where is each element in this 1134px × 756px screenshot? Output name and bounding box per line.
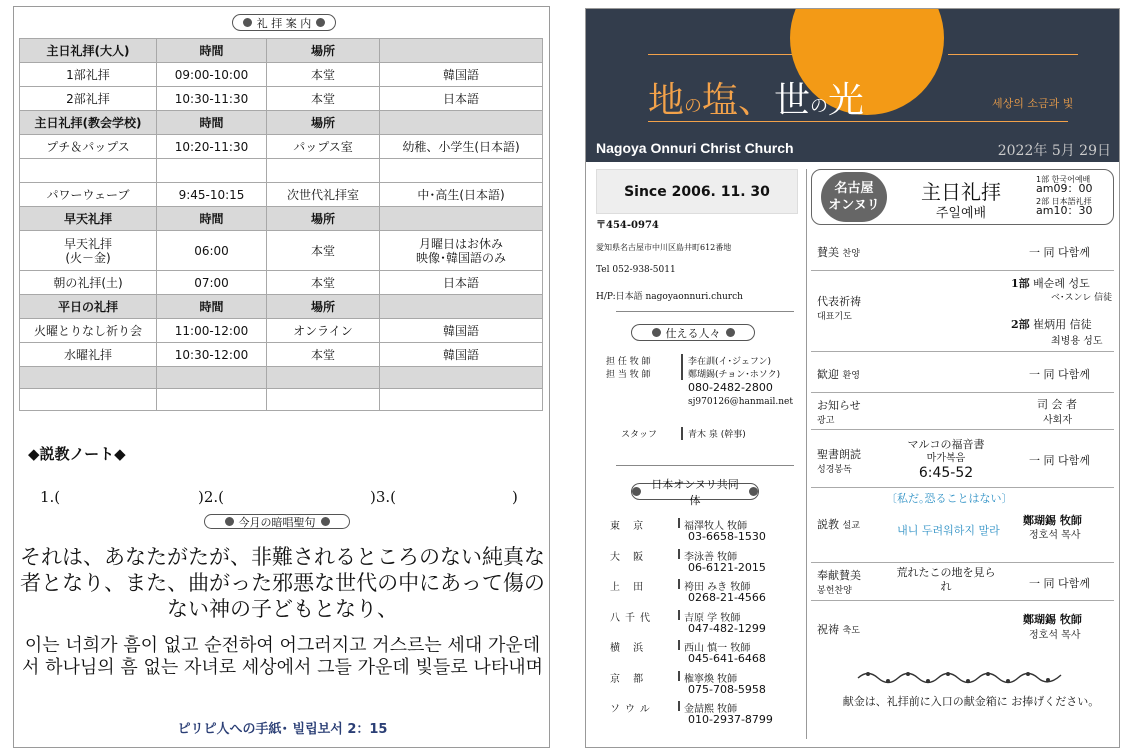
schedule-cell: 次世代礼拝室 — [267, 183, 380, 207]
schedule-cell: パワーウェーブ — [20, 183, 157, 207]
schedule-blank-row — [20, 367, 543, 389]
memory-verse-reference: ピリピ人への手紙･ 빌립보서 2：15 — [177, 722, 388, 737]
church-pastor: 福澤牧人 牧師 — [684, 521, 748, 532]
banner-title: 地の塩、世の光 — [648, 80, 865, 121]
schedule-cell: 9:45-10:15 — [157, 183, 267, 207]
schedule-row — [20, 135, 543, 159]
service-title-korean: 주일예배 — [935, 206, 987, 221]
schedule-cell: オンライン — [267, 319, 380, 343]
schedule-header-cell: 時間 — [157, 295, 267, 319]
bullet-icon — [316, 18, 325, 27]
schedule-row — [20, 183, 543, 207]
schedule-cell: 日本語 — [380, 271, 543, 295]
church-name: Nagoya Onnuri Christ Church — [596, 140, 794, 156]
church-pastor: 袴田 みき 牧師 — [684, 582, 751, 593]
schedule-cell: 火曜とりなし祈り会 — [20, 319, 157, 343]
schedule-cell: 本堂 — [267, 343, 380, 367]
church-badge: 名古屋 オンヌリ — [821, 172, 887, 222]
separator-bar — [678, 701, 680, 711]
bullet-icon — [726, 328, 735, 337]
worship-schedule-table — [19, 38, 543, 411]
church-tel: 06-6121-2015 — [688, 560, 766, 574]
schedule-row — [20, 343, 543, 367]
bulletin-page: 地の塩、世の光 세상의 소금과 빛 Nagoya Onnuri Christ Church 2022年 5月 29日 Since 2006. 11. 30 〒454-0974 愛知県名古屋市中川区島井町612番地 Tel 052-938-5011 H/P:日本語 nagoyaonnuri.church 仕える人々 担 任 牧 師 李在訓(イ･ジェフン) 担 当 牧 師 鄭瑚錫(チョン･ホソク) 080-2482-2800 sj970126@hanmail.net スタッフ 青木 泉 (幹事) 日本オンヌリ共同体 東 京 福澤牧人 牧師 03-6658-1530 大 阪 李泳善 牧師 06-6121-2015 上 田 袴田 みき 牧師 0268-21-4566 八千代 吉原 学 牧師 047-482-1299 横 浜 西山 慎一 牧師 045-641-6468 京 都 権寧煥 牧師 075-708-5958 ソウル 金喆熙 牧師 010-2937-8799 名古屋 オンヌリ 主日礼拝 주일예배 1部 한국어예배 am09：00 2部 日本語礼拝 am10：30 賛美 찬양 一 同 다함께 代表祈祷 대표기도 1部 배순례 성도 ベ･スンレ 信徒 2部 崔炳用 信徒 최병용 성도 歓迎 환영 一 同 다함께 お知らせ 광고 司 会 者 사회자 聖書朗読 성경봉독 マルコの福音書 마가복음 6:45-52 一 同 다함께 説教 설교 〔私だ｡恐ることはない〕 내니 두려워하지 말라 鄭瑚錫 牧師 정호석 목사 奉献賛美 봉헌찬양 荒れたこの地を見られ 一 同 다함께 祝祷 축도 鄭瑚錫 牧師 정호석 목사 献金は、礼拝前に入口の献金箱に お捧げください。 — [585, 8, 1120, 748]
separator-bar — [678, 549, 680, 559]
schedule-header-cell: 主日礼拝(大人) — [20, 39, 157, 63]
bullet-icon — [243, 18, 252, 27]
order-row-notice: お知らせ 광고 司 会 者 사회자 — [811, 393, 1114, 430]
schedule-header-cell: 早天礼拝 — [20, 207, 157, 231]
schedule-cell: 韓国語 — [380, 63, 543, 87]
schedule-cell: 06:00 — [157, 231, 267, 271]
staff-label: スタッフ — [621, 430, 658, 440]
schedule-cell: 韓国語 — [380, 343, 543, 367]
church-city: 上 田 — [610, 582, 649, 593]
schedule-cell: 本堂 — [267, 271, 380, 295]
schedule-section-header — [20, 111, 543, 135]
schedule-cell: 朝の礼拝(土) — [20, 271, 157, 295]
title-banner — [586, 9, 1119, 162]
order-row-welcome: 歓迎 환영 一 同 다함께 — [811, 352, 1114, 393]
ornament-divider — [856, 667, 1066, 685]
note-blank-1: 1.( — [40, 488, 61, 506]
schedule-cell: 10:30-11:30 — [157, 87, 267, 111]
order-row-prayer: 代表祈祷 대표기도 1部 배순례 성도 ベ･スンレ 信徒 2部 崔炳用 信徒 최병용 성도 — [811, 271, 1114, 352]
servants-title: 仕える人々 — [665, 326, 721, 340]
column-divider — [806, 169, 807, 739]
divider — [616, 465, 794, 466]
sermon-note-title: ◆説教ノート◆ — [28, 445, 126, 463]
church-tel: 047-482-1299 — [688, 621, 766, 635]
separator-bar — [678, 610, 680, 620]
church-tel: 03-6658-1530 — [688, 530, 766, 543]
church-city: 八千代 — [610, 612, 655, 624]
schedule-cell: 早天礼拝 (火－金) — [20, 231, 157, 271]
schedule-cell: 本堂 — [267, 63, 380, 87]
schedule-row — [20, 231, 543, 271]
schedule-row — [20, 87, 543, 111]
note-blank-2: )2.( — [198, 488, 225, 506]
schedule-cell: 1部礼拝 — [20, 63, 157, 87]
church-pastor: 金喆熙 牧師 — [684, 704, 738, 715]
schedule-cell: プチ＆パップス — [20, 135, 157, 159]
homepage: H/P:日本語 nagoyaonnuri.church — [596, 292, 743, 302]
schedule-cell: 水曜礼拝 — [20, 343, 157, 367]
schedule-header-cell — [380, 207, 543, 231]
schedule-cell: 09:00-10:00 — [157, 63, 267, 87]
sermon-title: 〔私だ｡恐ることはない〕 — [886, 492, 1013, 505]
schedule-cell — [157, 159, 267, 183]
schedule-header-cell: 場所 — [267, 39, 380, 63]
schedule-header-cell: 時間 — [157, 39, 267, 63]
schedule-row — [20, 159, 543, 183]
schedule-header-cell: 場所 — [267, 111, 380, 135]
note-blank-3: )3.( — [370, 488, 397, 506]
offering-note: 献金は、礼拝前に入口の献金箱に お捧げください。 — [842, 695, 1100, 708]
bullet-icon — [632, 487, 641, 496]
telephone: Tel 052-938-5011 — [596, 265, 676, 275]
schedule-header-cell — [380, 295, 543, 319]
order-row-blessing: 祝祷 축도 鄭瑚錫 牧師 정호석 목사 — [817, 613, 1082, 641]
note-blank-end: ) — [512, 488, 518, 506]
church-pastor: 西山 慎一 牧師 — [684, 643, 751, 654]
separator-bar — [678, 671, 680, 681]
church-tel: 0268-21-4566 — [688, 591, 766, 604]
schedule-header-cell — [380, 39, 543, 63]
since-box: Since 2006. 11. 30 — [596, 169, 798, 214]
bullet-icon — [652, 328, 661, 337]
schedule-cell: 10:30-12:00 — [157, 343, 267, 367]
schedule-cell: 11:00-12:00 — [157, 319, 267, 343]
schedule-cell — [20, 159, 157, 183]
memory-verse-pill — [204, 514, 350, 529]
church-pastor: 李泳善 牧師 — [684, 551, 738, 563]
church-city: 京 都 — [610, 673, 649, 685]
schedule-blank-row — [20, 389, 543, 411]
memory-verse-japanese: それは、あなたがたが、非難されるところのない純真な者となり、また、曲がった邪悪な世代の中にあって傷のない神の子どもとなり、 — [20, 545, 545, 621]
bulletin-date: 2022年 5月 29日 — [997, 143, 1111, 159]
church-city: 横 浜 — [610, 643, 649, 654]
worship-guide-page — [13, 6, 550, 748]
service-time-1: 1部 한국어예배 am09：00 — [1036, 175, 1093, 195]
church-pastor: 権寧煥 牧師 — [684, 673, 738, 685]
schedule-section-header — [20, 295, 543, 319]
order-row-offering: 奉献賛美 봉헌찬양 荒れたこの地を見られ 一 同 다함께 — [811, 563, 1114, 601]
schedule-header-cell: 平日の礼拝 — [20, 295, 157, 319]
service-time-2: 2部 日本語礼拝 am10：30 — [1036, 197, 1093, 217]
servant-email: sj970126@hanmail.net — [688, 397, 793, 407]
community-title: 日本オンヌリ共同体 — [651, 477, 739, 507]
schedule-cell: 月曜日はお休み 映像･韓国語のみ — [380, 231, 543, 271]
church-tel: 010-2937-8799 — [688, 713, 773, 726]
schedule-cell — [267, 159, 380, 183]
servants-pill — [631, 324, 755, 341]
church-city: ソウル — [610, 704, 655, 715]
order-row-sermon: 説教 설교 〔私だ｡恐ることはない〕 내니 두려워하지 말라 鄭瑚錫 牧師 정호석 목사 — [811, 488, 1114, 563]
staff-name: 青木 泉 (幹事) — [681, 427, 746, 440]
order-row-praise: 賛美 찬양 一 同 다함께 — [811, 230, 1114, 271]
schedule-section-header — [20, 207, 543, 231]
schedule-header-cell: 主日礼拝(教会学校) — [20, 111, 157, 135]
church-tel: 075-708-5958 — [688, 682, 766, 696]
schedule-header-cell: 場所 — [267, 295, 380, 319]
order-row-reading: 聖書朗読 성경봉독 マルコの福音書 마가복음 6:45-52 一 同 다함께 — [811, 430, 1114, 488]
separator-bar — [678, 518, 680, 528]
service-title: 主日礼拝 — [921, 180, 1001, 204]
memory-verse-title: 今月の暗唱聖句 — [238, 515, 316, 529]
schedule-cell: 本堂 — [267, 87, 380, 111]
divider — [616, 311, 794, 312]
church-city: 大 阪 — [610, 551, 649, 563]
church-city: 東 京 — [610, 521, 649, 532]
schedule-header-cell: 時間 — [157, 207, 267, 231]
schedule-header-cell — [380, 111, 543, 135]
sermon-title-korean: 내니 두려워하지 말라 — [897, 524, 1000, 537]
community-pill — [631, 477, 759, 507]
schedule-cell: 本堂 — [267, 231, 380, 271]
schedule-cell: 10:20-11:30 — [157, 135, 267, 159]
bullet-icon — [321, 517, 330, 526]
servant-telephone: 080-2482-2800 — [688, 381, 773, 394]
schedule-cell: 2部礼拝 — [20, 87, 157, 111]
separator-bar — [678, 579, 680, 589]
church-pastor: 吉原 学 牧師 — [684, 612, 741, 624]
schedule-cell: 韓国語 — [380, 319, 543, 343]
schedule-cell: 07:00 — [157, 271, 267, 295]
separator-bar — [678, 640, 680, 650]
schedule-cell — [380, 159, 543, 183]
memory-verse-korean: 이는 너희가 흠이 없고 순전하여 어그러지고 거스르는 세대 가운데서 하나님의 흠 없는 자녀로 세상에서 그들 가운데 빛들로 나타내며 — [22, 635, 543, 678]
banner-title-korean: 세상의 소금과 빛 — [992, 97, 1074, 110]
banner-rule — [948, 54, 1078, 55]
schedule-row — [20, 63, 543, 87]
schedule-row — [20, 319, 543, 343]
church-tel: 045-641-6468 — [688, 652, 766, 665]
schedule-header-cell: 時間 — [157, 111, 267, 135]
schedule-cell: 中･高生(日本語) — [380, 183, 543, 207]
bullet-icon — [225, 517, 234, 526]
schedule-title: 礼 拝 案 内 — [256, 16, 312, 30]
schedule-cell: パップス室 — [267, 135, 380, 159]
schedule-section-header — [20, 39, 543, 63]
banner-rule — [648, 54, 798, 55]
schedule-title-pill — [232, 14, 336, 31]
schedule-header-cell: 場所 — [267, 207, 380, 231]
bullet-icon — [749, 487, 758, 496]
postal-code: 〒454-0974 — [596, 220, 659, 231]
schedule-cell: 日本語 — [380, 87, 543, 111]
address: 愛知県名古屋市中川区島井町612番地 — [596, 243, 732, 252]
schedule-cell: 幼稚、小学生(日本語) — [380, 135, 543, 159]
schedule-row — [20, 271, 543, 295]
